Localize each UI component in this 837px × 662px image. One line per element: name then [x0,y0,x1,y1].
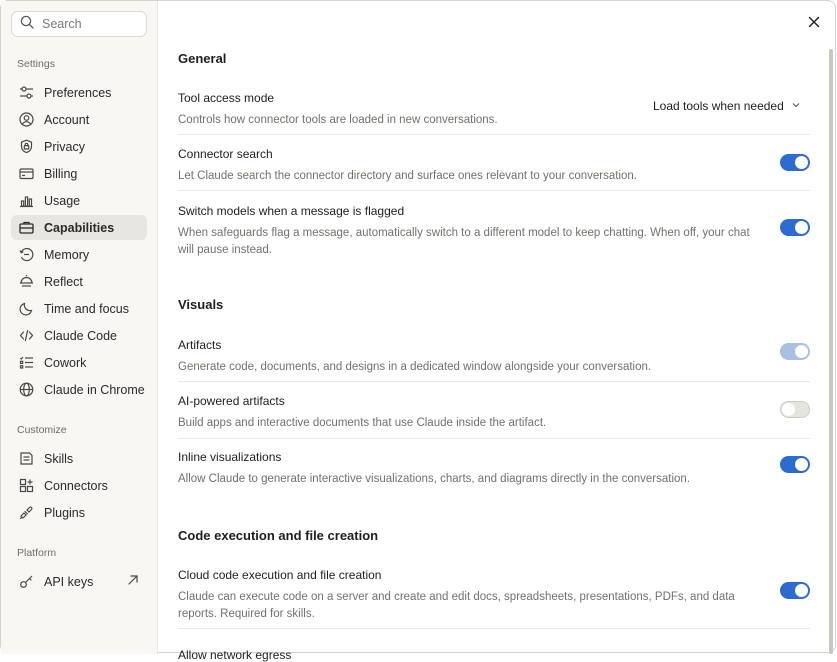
sidebar-item-api-keys[interactable] [11,569,147,594]
shield-icon [18,139,34,155]
sidebar-item-capabilities[interactable] [11,215,147,240]
plug-icon [18,505,34,521]
divider [178,628,810,629]
sidebar-item-label: Time and focus [44,301,129,316]
sidebar-item-memory[interactable] [11,242,147,267]
divider [178,438,810,439]
setting-title: Tool access mode [178,91,275,105]
sidebar-item-billing[interactable] [11,161,147,186]
sidebar-item-label: Claude Code [44,328,117,343]
divider [178,134,810,135]
chevron-down-icon [784,99,801,113]
setting-title: Allow network egress [178,648,292,662]
setting-title: Connector search [178,147,273,161]
scrollbar[interactable] [829,49,833,654]
sidebar-item-label: Preferences [44,85,112,100]
section-title-general: General [178,51,227,66]
sidebar-item-plugins[interactable] [11,500,147,525]
section-title-visuals: Visuals [178,297,224,312]
grid-plus-icon [18,478,34,494]
book-icon [18,451,34,467]
reflect-icon [18,274,34,290]
code-icon [18,328,34,344]
moon-icon [18,301,34,317]
sidebar-item-cowork[interactable] [11,350,147,375]
setting-ai-powered-artifacts [178,394,810,432]
section-label-customize: Customize [17,424,67,436]
setting-description: Controls how connector tools are loaded in new conversations. [178,114,498,126]
sidebar-item-label: API keys [44,574,94,589]
close-icon [808,15,820,33]
setting-description: When safeguards flag a message, automatically switch to a different model to keep chatting. When off, your chat will pause instead. [178,227,750,256]
setting-title: Inline visualizations [178,450,282,464]
sidebar-item-connectors[interactable] [11,473,147,498]
sidebar-item-label: Claude in Chrome [44,382,145,397]
sidebar-item-privacy[interactable] [11,134,147,159]
setting-title: Cloud code execution and file creation [178,568,382,582]
credit-card-icon [18,166,34,182]
memory-icon [18,247,34,263]
sidebar-item-label: Plugins [44,505,85,520]
key-icon [18,574,34,590]
user-circle-icon [18,112,34,128]
divider [178,190,810,191]
setting-inline-visualizations [178,450,810,488]
sidebar-item-label: Capabilities [44,220,115,235]
sidebar-item-time-and-focus[interactable] [11,296,147,321]
search-icon [20,15,34,34]
sidebar-item-label: Skills [44,451,74,466]
setting-connector-search [178,147,810,185]
divider [178,381,810,382]
cloud-code-execution-toggle[interactable] [780,582,810,599]
artifacts-toggle[interactable] [780,343,810,360]
settings-content [158,1,837,662]
inline-visualizations-toggle[interactable] [780,456,810,473]
list-check-icon [18,355,34,371]
close-button[interactable] [804,14,824,34]
setting-description: Claude can execute code on a server and create and edit docs, spreadsheets, presentations, PDFs, and data reports. Required for skills. [178,591,735,620]
setting-cloud-code-execution [178,568,810,623]
ai-powered-artifacts-toggle[interactable] [780,401,810,418]
sidebar-item-label: Billing [44,166,78,181]
sidebar-item-claude-code[interactable] [11,323,147,348]
sidebar [1,1,158,654]
search-input[interactable] [42,17,132,31]
setting-description: Let Claude search the connector directory and surface ones relevant to your conversation. [178,170,637,182]
sidebar-item-reflect[interactable] [11,269,147,294]
sidebar-item-label: Privacy [44,139,85,154]
setting-artifacts [178,338,810,376]
sidebar-item-account[interactable] [11,107,147,132]
tool-access-mode-dropdown[interactable] [653,99,801,113]
sidebar-item-label: Account [44,112,90,127]
sidebar-item-claude-in-chrome[interactable] [11,377,147,402]
switch-models-toggle[interactable] [780,219,810,236]
external-link-icon [127,574,139,589]
sidebar-item-label: Usage [44,193,81,208]
sliders-icon [18,85,34,101]
setting-title: Artifacts [178,338,222,352]
briefcase-icon [18,220,34,236]
setting-title: Switch models when a message is flagged [178,204,405,218]
setting-description: Allow Claude to generate interactive visualizations, charts, and diagrams directly in the conversation. [178,473,691,485]
sidebar-item-label: Reflect [44,274,83,289]
setting-title: AI-powered artifacts [178,394,285,408]
connector-search-toggle[interactable] [780,154,810,171]
bar-chart-icon [18,193,34,209]
section-label-settings: Settings [17,58,55,70]
setting-description: Generate code, documents, and designs in a dedicated window alongside your conversation. [178,361,652,373]
sidebar-item-label: Connectors [44,478,108,493]
section-label-platform: Platform [17,547,57,559]
dropdown-value: Load tools when needed [653,99,784,113]
setting-next-partial [178,648,810,662]
setting-switch-models [178,204,810,259]
sidebar-item-label: Cowork [44,355,87,370]
sidebar-item-preferences[interactable] [11,80,147,105]
search-box[interactable] [11,11,147,37]
sidebar-item-skills[interactable] [11,446,147,471]
section-title-code-execution: Code execution and file creation [178,528,379,543]
sidebar-item-usage[interactable] [11,188,147,213]
sidebar-item-label: Memory [44,247,90,262]
globe-icon [18,382,34,398]
setting-description: Build apps and interactive documents that use Claude inside the artifact. [178,417,547,429]
